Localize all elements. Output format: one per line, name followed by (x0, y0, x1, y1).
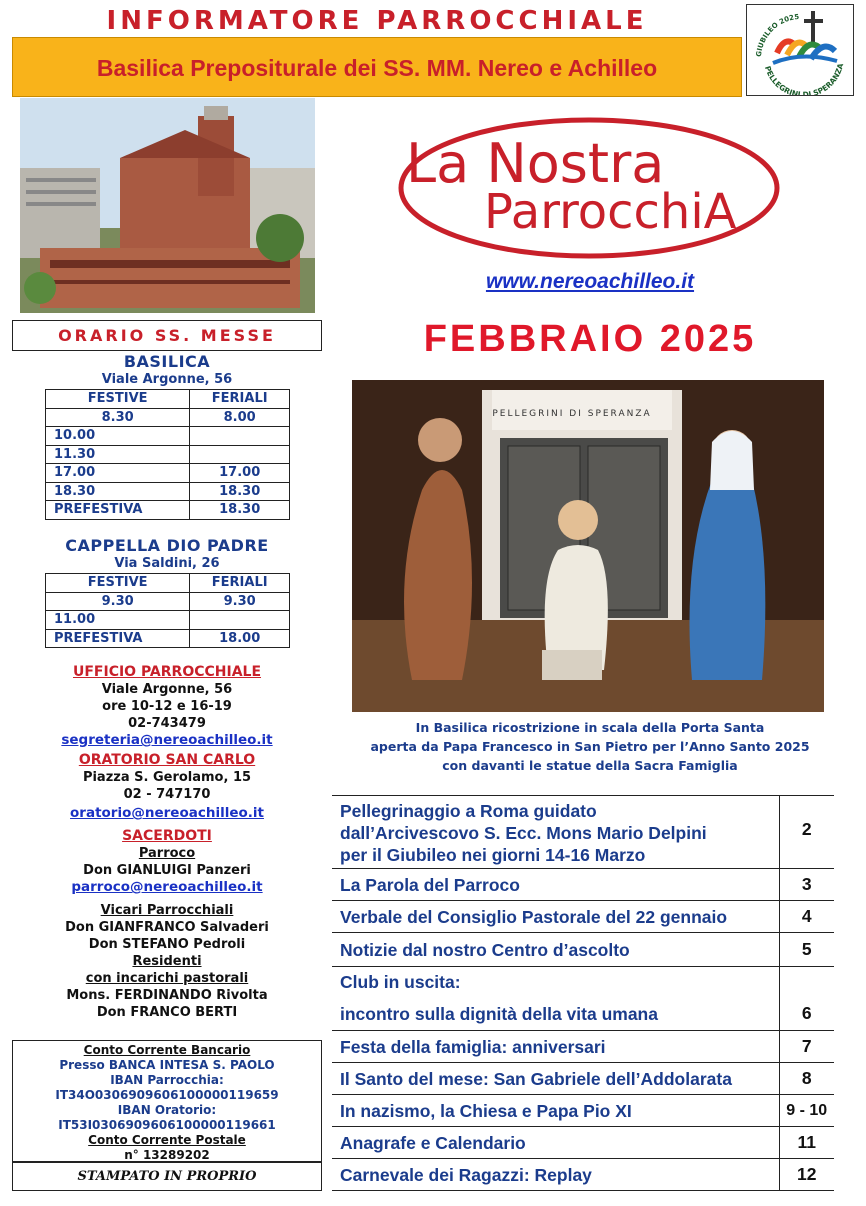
toc-title-line: Club in uscita: (340, 972, 461, 992)
masthead-line1: La Nostra (406, 132, 665, 195)
cappella-place (12, 536, 322, 572)
masthead-logo (392, 110, 787, 270)
porta-santa-photo (352, 380, 824, 712)
toc-page: 12 (779, 1159, 834, 1191)
toc-page: 3 (779, 869, 834, 901)
table-row (46, 501, 290, 520)
table-row (46, 482, 290, 501)
table-cell: 18.30 (46, 482, 190, 501)
toc-row[interactable] (332, 1127, 834, 1159)
basilica-subtitle-band: Basilica Prepositurale dei SS. MM. Nereo e Achilleo (12, 37, 742, 97)
toc-page: 4 (779, 901, 834, 933)
table-header: FERIALI (190, 390, 290, 409)
office-phone: 02-743479 (128, 716, 206, 731)
caption-line: con davanti le statue della Sacra Famiglia (442, 758, 738, 773)
table-row (46, 611, 290, 630)
table-cell (190, 427, 290, 446)
contacts-section (12, 664, 322, 1021)
toc-page: 5 (779, 933, 834, 967)
postal-number: n° 13289202 (124, 1148, 210, 1162)
iban-parrocchia: IT34O0306909606100000119659 (55, 1088, 279, 1102)
residente-name: Don FRANCO BERTI (96, 1005, 238, 1020)
vicario-name: Don GIANFRANCO Salvaderi (65, 920, 269, 935)
bank-name: Presso BANCA INTESA S. PAOLO (59, 1058, 275, 1072)
table-row (46, 464, 290, 483)
table-cell: 11.30 (46, 445, 190, 464)
svg-text:PELLEGRINI DI SPERANZA (763, 62, 845, 95)
caption-line: In Basilica ricostrizione in scala della Porta Santa (415, 720, 765, 735)
iban-oratorio: IT53I0306909606100000119661 (58, 1118, 276, 1132)
issue-month: FEBBRAIO 2025 (423, 318, 757, 360)
toc-row[interactable] (332, 1063, 834, 1095)
newsletter-title: INFORMATORE PARROCCHIALE (106, 6, 648, 36)
parroco-label: Parroco (138, 846, 196, 861)
table-cell: 9.30 (46, 592, 190, 611)
table-row (46, 427, 290, 446)
place-name: BASILICA (123, 352, 211, 371)
place-name: CAPPELLA DIO PADRE (65, 536, 269, 555)
oratorio-title: ORATORIO SAN CARLO (78, 752, 256, 768)
toc-row[interactable] (332, 1095, 834, 1127)
toc-title-line: incontro sulla dignità della vita umana (340, 1004, 658, 1024)
office-email-link[interactable]: segreteria@nereoachilleo.it (61, 732, 273, 748)
toc-row[interactable] (332, 796, 834, 869)
table-cell (190, 445, 290, 464)
toc-title (332, 967, 779, 1031)
bank-info-box (12, 1040, 322, 1162)
office-hours: ore 10-12 e 16-19 (102, 699, 232, 714)
toc-title: Festa della famiglia: anniversari (332, 1031, 779, 1063)
table-row (46, 390, 290, 409)
photo-caption (345, 718, 835, 775)
table-cell: 18.00 (190, 629, 290, 648)
residenti-label: Residenti (132, 954, 202, 969)
table-row (46, 408, 290, 427)
toc-title: La Parola del Parroco (332, 869, 779, 901)
toc-row[interactable] (332, 933, 834, 967)
residente-name: Mons. FERDINANDO Rivolta (66, 988, 268, 1003)
table-cell (190, 611, 290, 630)
cappella-mass-table (45, 573, 290, 648)
toc-title: Carnevale dei Ragazzi: Replay (332, 1159, 779, 1191)
toc-title: Il Santo del mese: San Gabriele dell’Addolarata (332, 1063, 779, 1095)
toc-page: 6 (779, 967, 834, 1031)
table-cell: 9.30 (190, 592, 290, 611)
parroco-email-link[interactable]: parroco@nereoachilleo.it (71, 879, 263, 895)
table-header: FERIALI (190, 574, 290, 593)
jubilee-logo (746, 4, 854, 96)
table-cell: 17.00 (190, 464, 290, 483)
toc-page: 9 - 10 (779, 1095, 834, 1127)
table-header: FESTIVE (46, 390, 190, 409)
toc-title: Anagrafe e Calendario (332, 1127, 779, 1159)
oratorio-address: Piazza S. Gerolamo, 15 (82, 770, 252, 785)
residenti-label: con incarichi pastorali (85, 971, 249, 986)
vicari-label: Vicari Parrocchiali (100, 903, 234, 918)
bank-cc-title: Conto Corrente Bancario (83, 1043, 251, 1057)
toc-title: Notizie dal nostro Centro d’ascolto (332, 933, 779, 967)
table-cell: PREFESTIVA (46, 501, 190, 520)
postal-title: Conto Corrente Postale (88, 1133, 246, 1147)
website-link[interactable]: www.nereoachilleo.it (485, 270, 695, 293)
table-row (46, 574, 290, 593)
toc-title: In nazismo, la Chiesa e Papa Pio XI (332, 1095, 779, 1127)
table-cell: PREFESTIVA (46, 629, 190, 648)
toc-page: 8 (779, 1063, 834, 1095)
toc-title (332, 796, 779, 869)
toc-title-line: Pellegrinaggio a Roma guidato (340, 801, 597, 821)
table-cell: 8.30 (46, 408, 190, 427)
toc-page: 2 (779, 796, 834, 869)
basilica-photo (20, 98, 315, 313)
logo-text-bottom: PELLEGRINI DI SPERANZA (762, 62, 846, 95)
toc-title: Verbale del Consiglio Pastorale del 22 gennaio (332, 901, 779, 933)
toc-title-line: per il Giubileo nei giorni 14-16 Marzo (340, 845, 646, 865)
table-row (46, 445, 290, 464)
table-row (46, 592, 290, 611)
toc-row[interactable] (332, 967, 834, 1031)
toc-title-line: dall’Arcivescovo S. Ecc. Mons Mario Delpini (340, 823, 707, 843)
mass-times-title: ORARIO SS. MESSE (12, 320, 322, 351)
iban-oratorio-label: IBAN Oratorio: (117, 1103, 217, 1117)
place-address: Via Saldini, 26 (114, 556, 220, 571)
table-cell: 11.00 (46, 611, 190, 630)
parroco-name: Don GIANLUIGI Panzeri (83, 863, 251, 878)
clergy-title: SACERDOTI (122, 828, 212, 844)
basilica-mass-table (45, 389, 290, 520)
table-cell: 10.00 (46, 427, 190, 446)
table-cell: 17.00 (46, 464, 190, 483)
place-address: Viale Argonne, 56 (101, 372, 233, 387)
printed-note: STAMPATO IN PROPRIO (12, 1162, 322, 1191)
office-title: UFFICIO PARROCCHIALE (72, 664, 262, 680)
logo-text-top: GIUBILEO 2025 (754, 12, 800, 58)
toc-row[interactable] (332, 1159, 834, 1191)
toc-page: 11 (779, 1127, 834, 1159)
table-of-contents (332, 795, 834, 1191)
table-cell: 18.30 (190, 501, 290, 520)
toc-row[interactable] (332, 901, 834, 933)
masthead-line2: ParrocchiA (484, 184, 737, 240)
basilica-place (12, 352, 322, 388)
photo-banner-text: PELLEGRINI DI SPERANZA (492, 409, 652, 419)
toc-row[interactable] (332, 869, 834, 901)
table-header: FESTIVE (46, 574, 190, 593)
iban-parrocchia-label: IBAN Parrocchia: (110, 1073, 224, 1087)
toc-page: 7 (779, 1031, 834, 1063)
toc-row[interactable] (332, 1031, 834, 1063)
vicario-name: Don STEFANO Pedroli (88, 937, 246, 952)
office-address: Viale Argonne, 56 (101, 682, 233, 697)
oratorio-email-link[interactable]: oratorio@nereoachilleo.it (70, 805, 264, 821)
table-cell: 8.00 (190, 408, 290, 427)
caption-line: aperta da Papa Francesco in San Pietro per l’Anno Santo 2025 (370, 739, 810, 754)
table-cell: 18.30 (190, 482, 290, 501)
oratorio-phone: 02 - 747170 (123, 787, 211, 802)
table-row (46, 629, 290, 648)
